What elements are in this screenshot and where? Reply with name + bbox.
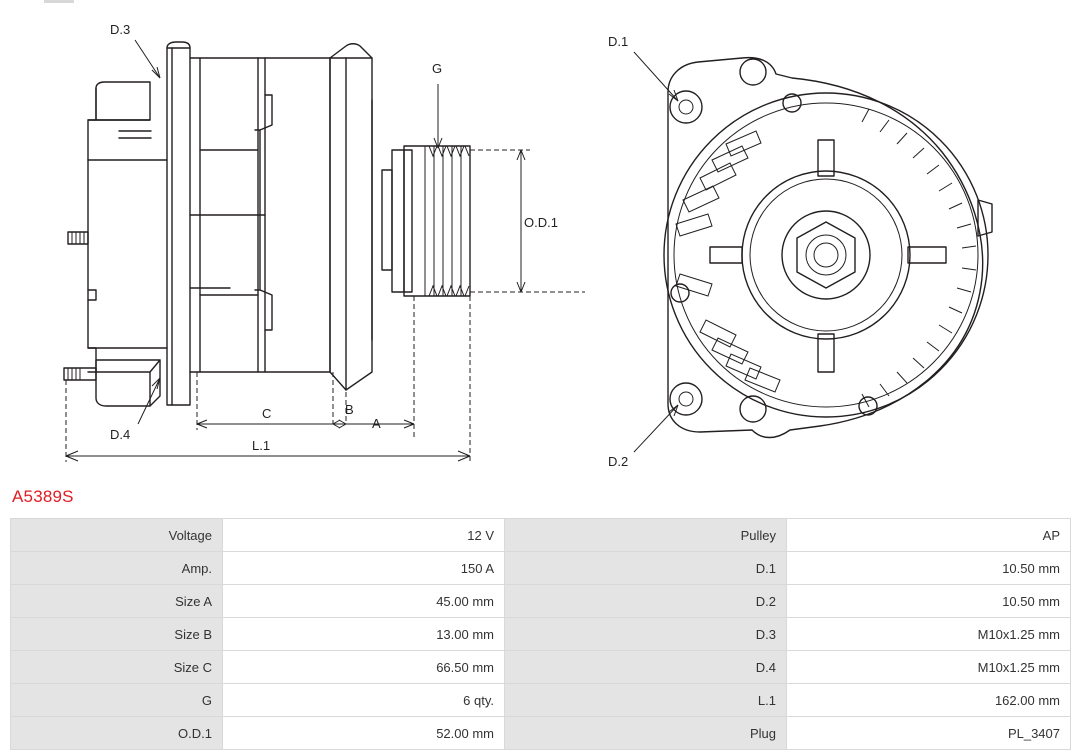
spec-label: D.4 (505, 651, 787, 684)
specifications-table (10, 518, 1071, 750)
spec-label: D.2 (505, 585, 787, 618)
spec-value: 13.00 mm (223, 618, 505, 651)
spec-value: 52.00 mm (223, 717, 505, 750)
spec-value: 66.50 mm (223, 651, 505, 684)
spec-value: 10.50 mm (787, 552, 1071, 585)
spec-label: D.1 (505, 552, 787, 585)
part-number: A5389S (12, 487, 74, 506)
spec-value: M10x1.25 mm (787, 618, 1071, 651)
spec-label: Pulley (505, 519, 787, 552)
label-b: B (345, 402, 354, 417)
spec-label: D.3 (505, 618, 787, 651)
table-row (11, 717, 1071, 750)
spec-value: 150 A (223, 552, 505, 585)
spec-value: 12 V (223, 519, 505, 552)
spec-label: L.1 (505, 684, 787, 717)
table-row (11, 651, 1071, 684)
spec-label: Size A (11, 585, 223, 618)
table-row (11, 585, 1071, 618)
label-od1: O.D.1 (524, 215, 558, 230)
table-row (11, 618, 1071, 651)
spec-label: Size B (11, 618, 223, 651)
label-front-d2: D.2 (608, 454, 629, 469)
alternator-side-view (64, 22, 585, 462)
table-row (11, 519, 1071, 552)
label-d4: D.4 (110, 427, 131, 442)
label-g: G (432, 61, 443, 76)
label-a: A (372, 416, 381, 431)
label-l1: L.1 (252, 438, 271, 453)
spec-value: AP (787, 519, 1071, 552)
table-row (11, 684, 1071, 717)
spec-value: 10.50 mm (787, 585, 1071, 618)
spec-value: PL_3407 (787, 717, 1071, 750)
label-front-d1: D.1 (608, 34, 629, 49)
spec-label: Size C (11, 651, 223, 684)
spec-value: 6 qty. (223, 684, 505, 717)
spec-label: Plug (505, 717, 787, 750)
spec-label: G (11, 684, 223, 717)
spec-label: Voltage (11, 519, 223, 552)
table-row (11, 552, 1071, 585)
spec-value: 45.00 mm (223, 585, 505, 618)
label-c: C (262, 406, 272, 421)
spec-value: M10x1.25 mm (787, 651, 1071, 684)
spec-label: Amp. (11, 552, 223, 585)
spec-label: O.D.1 (11, 717, 223, 750)
label-d3: D.3 (110, 22, 131, 37)
alternator-front-view (608, 34, 992, 469)
spec-value: 162.00 mm (787, 684, 1071, 717)
